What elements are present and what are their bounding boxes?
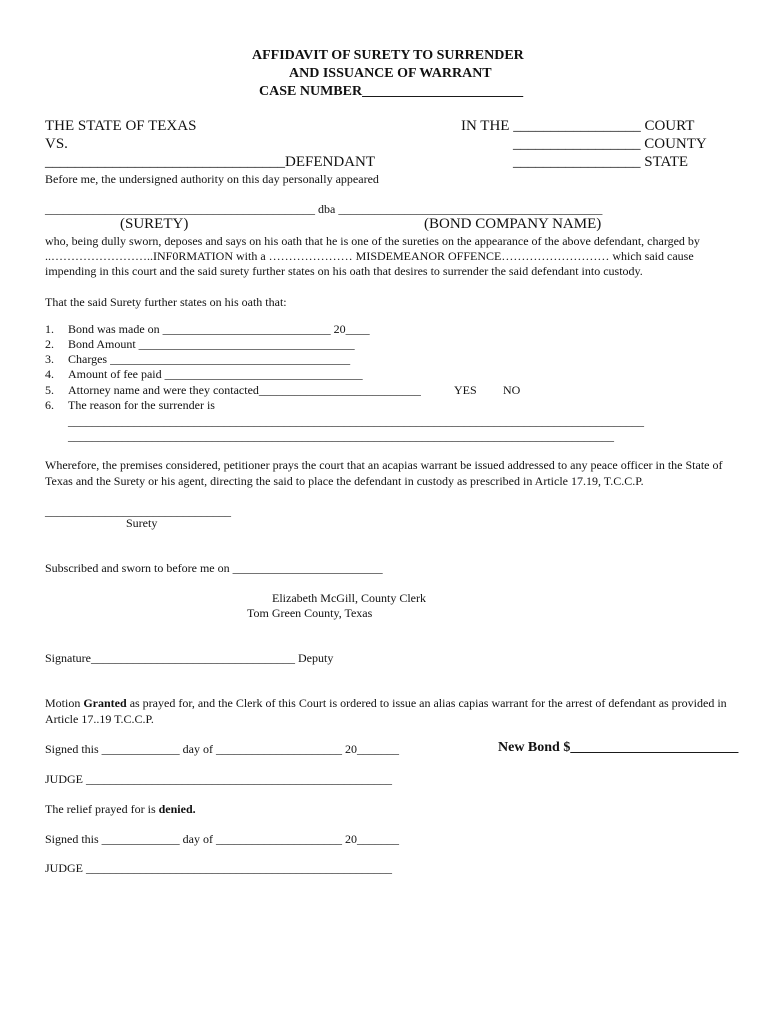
surrender-reason-line-1[interactable]: ________________________________________________________________________________________________ [68, 414, 644, 428]
signed-date-field-granted[interactable]: Signed this _____________ day of _____________________ 20_______ [45, 742, 399, 756]
yes-option[interactable]: YES [454, 383, 477, 397]
judge-signature-granted[interactable]: JUDGE ___________________________________________________ [45, 772, 392, 786]
oath-line-3: impending in this court and the said surety further states on his oath that desires to surrender the said defendant into custody. [45, 264, 643, 278]
clerk-county: Tom Green County, Texas [247, 606, 373, 620]
surrender-reason-label: The reason for the surrender is [68, 398, 215, 412]
relief-denied-text [45, 803, 196, 815]
relief-prefix: The relief prayed for is [45, 802, 159, 816]
motion-rest: as prayed for, and the Clerk of this Court is ordered to issue an alias capias warrant for the arrest of defendant as provided in Article 17..19 T.C.C.P. [45, 696, 727, 726]
charges-field[interactable]: Charges ________________________________________ [68, 352, 351, 366]
bond-company-label: (BOND COMPANY NAME) [424, 216, 602, 232]
list-number: 6. [45, 398, 54, 412]
state-of-texas-label: THE STATE OF TEXAS [45, 118, 197, 134]
motion-granted: Granted [83, 696, 127, 710]
surety-signature-label: Surety [126, 516, 158, 530]
county-field[interactable]: _________________ COUNTY [513, 136, 707, 152]
list-number: 4. [45, 367, 54, 381]
attorney-field[interactable]: Attorney name and were they contacted___________________________ [68, 383, 421, 397]
relief-denied: denied. [158, 802, 196, 816]
wherefore-paragraph: Wherefore, the premises considered, petitioner prays the court that an acapias warrant be issued addressed to any peace officer in the State of Texas and the Surety or his agent, directing the said to place the defendant in custody as prescribed in Article 17.19, T.C.C.P. [45, 458, 723, 488]
oath-line-1: who, being dully sworn, deposes and says on his oath that he is one of the sureties on the appearance of the above defendant, charged by [45, 234, 700, 248]
fee-paid-field[interactable]: Amount of fee paid _________________________________ [68, 367, 363, 381]
list-number: 2. [45, 337, 54, 351]
bond-made-on-field[interactable]: Bond was made on ____________________________ 20____ [68, 322, 370, 336]
further-states-text: That the said Surety further states on his oath that: [45, 295, 287, 309]
appeared-text: Before me, the undersigned authority on this day personally appeared [45, 172, 379, 186]
case-number-field[interactable]: CASE NUMBER_______________________ [259, 84, 524, 99]
vs-label: VS. [45, 136, 68, 152]
deputy-signature-field[interactable]: Signature__________________________________ Deputy [45, 651, 334, 665]
surrender-reason-line-2[interactable]: ___________________________________________________________________________________________ [68, 429, 614, 443]
surety-dba-field[interactable]: _____________________________________________ dba ____________________________________________ [45, 202, 603, 216]
defendant-field[interactable]: ________________________________DEFENDANT [45, 154, 375, 170]
list-number: 1. [45, 322, 54, 336]
subscribed-date-field[interactable]: Subscribed and sworn to before me on _________________________ [45, 561, 383, 575]
new-bond-field[interactable]: New Bond $________________________ [498, 740, 739, 755]
motion-paragraph [45, 695, 750, 727]
state-field[interactable]: _________________ STATE [513, 154, 689, 170]
list-number: 5. [45, 383, 54, 397]
title-line-2: AND ISSUANCE OF WARRANT [289, 66, 492, 81]
surety-signature-line[interactable]: _______________________________ [45, 504, 231, 518]
clerk-name: Elizabeth McGill, County Clerk [272, 591, 426, 605]
surety-label: (SURETY) [120, 216, 189, 232]
court-field[interactable]: IN THE _________________ COURT [461, 118, 695, 134]
no-option[interactable]: NO [503, 383, 521, 397]
oath-line-2: ..……………………..INF0RMATION with a ………………… MISDEMEANOR OFFENCE……………………… which said cause [45, 249, 694, 263]
bond-amount-field[interactable]: Bond Amount ____________________________________ [68, 337, 355, 351]
signed-date-field-denied[interactable]: Signed this _____________ day of _____________________ 20_______ [45, 832, 399, 846]
motion-prefix: Motion [45, 696, 84, 710]
list-number: 3. [45, 352, 54, 366]
title-line-1: AFFIDAVIT OF SURETY TO SURRENDER [252, 48, 524, 63]
judge-signature-denied[interactable]: JUDGE ___________________________________________________ [45, 861, 392, 875]
